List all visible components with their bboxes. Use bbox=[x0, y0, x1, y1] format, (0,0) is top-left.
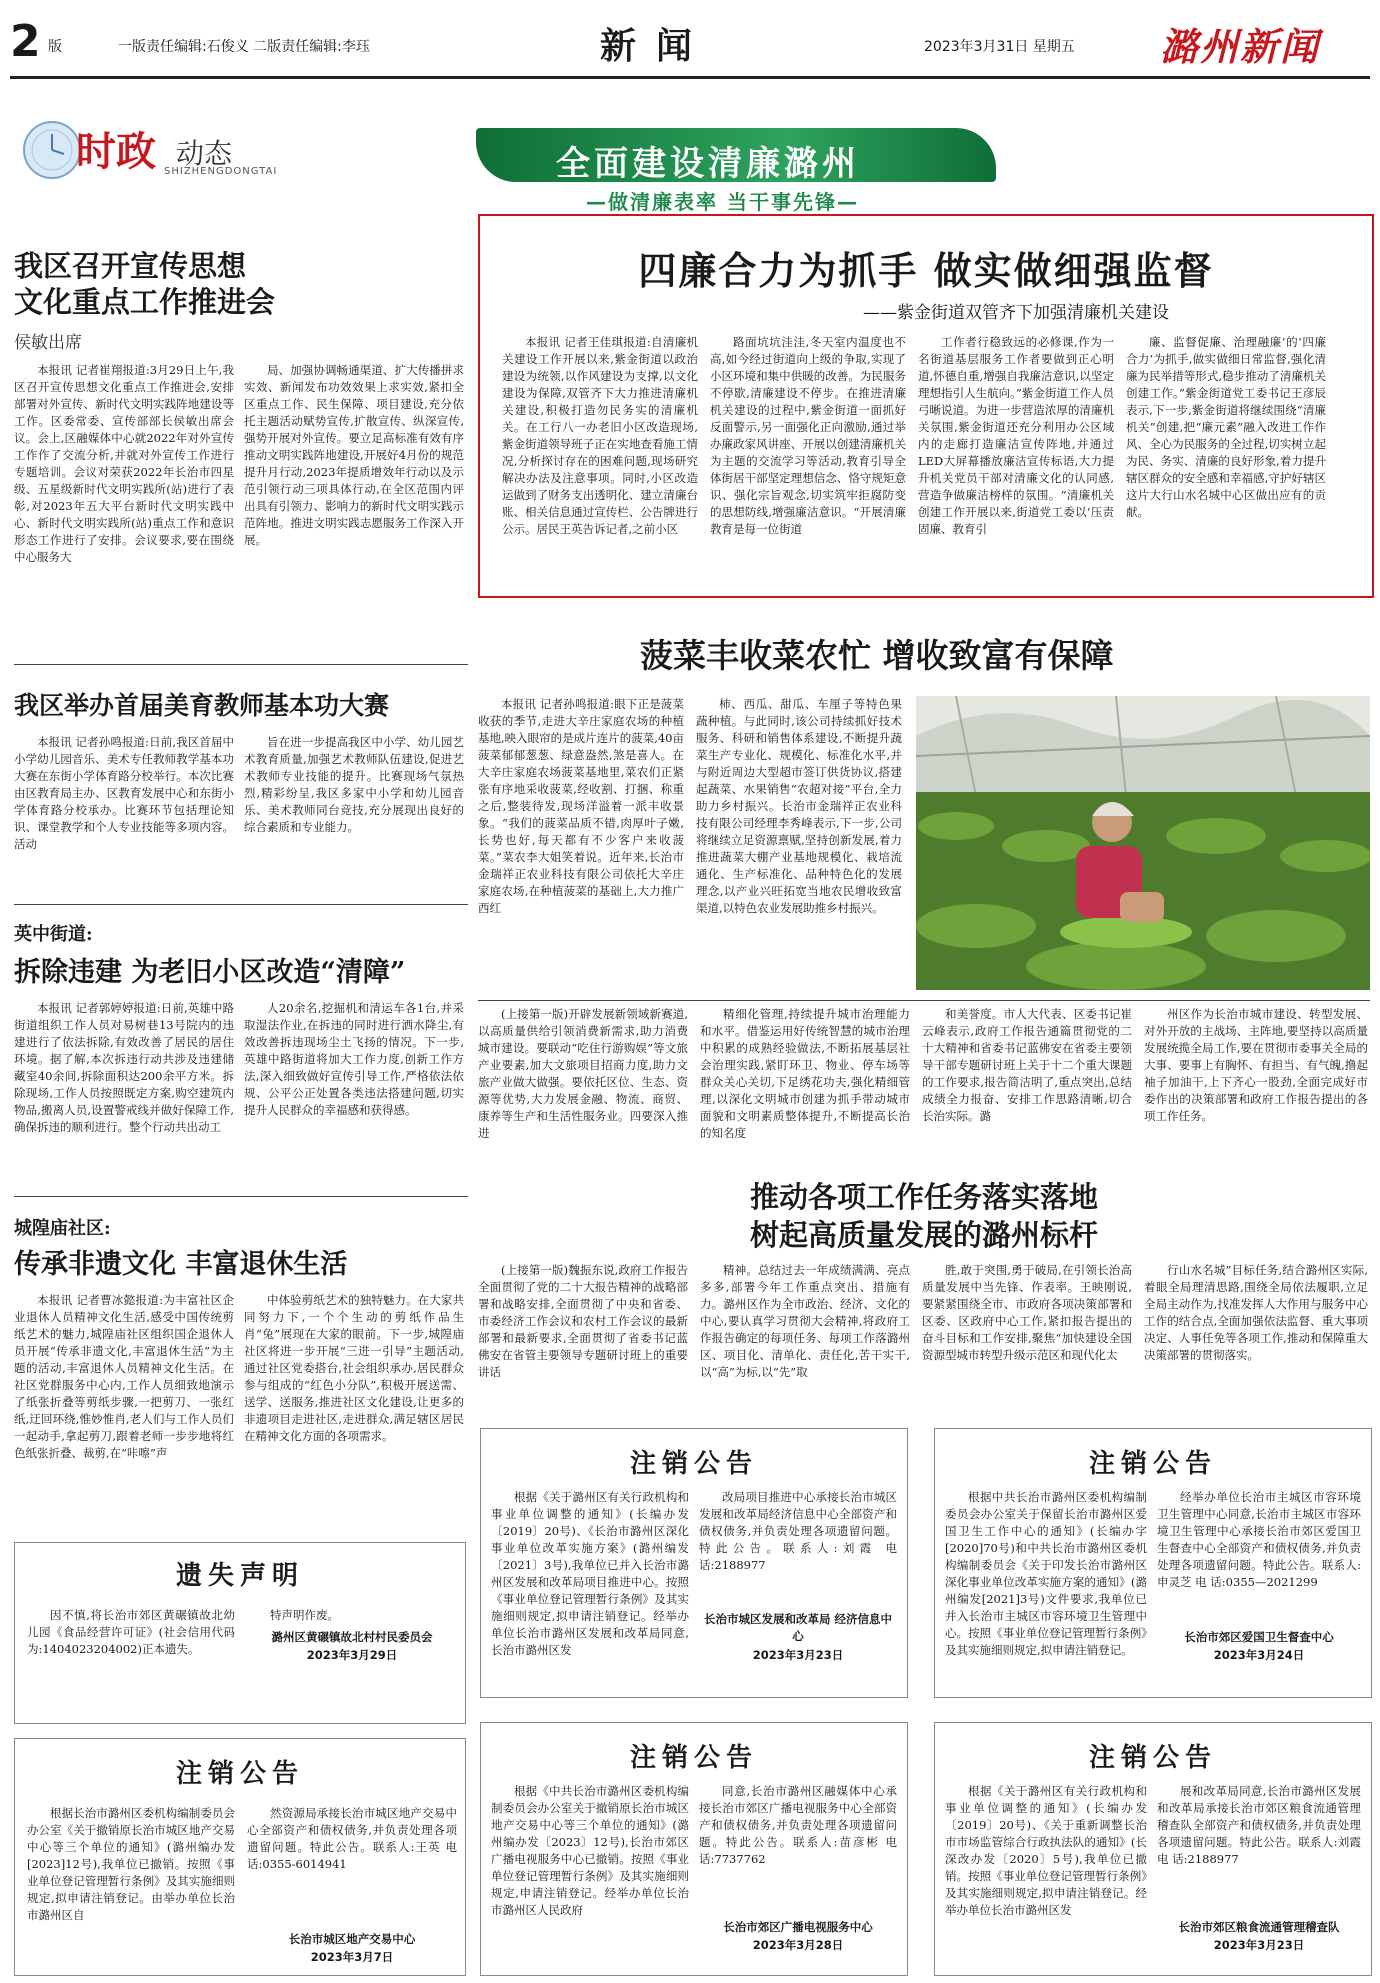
notice-signature: 长治市郊区粮食流通管理稽查队 bbox=[1178, 1920, 1340, 1934]
art5-box bbox=[478, 214, 1374, 598]
art5-col3: 工作者行稳致远的必修课,作为一名街道基层服务工作者要做到正心明道,怀德自重,增强自我廉洁意识,以坚定理想指引人生航向。”紫金街道工作人员弓晰说道。为进一步营造浓厚的清廉机关氛围,紫金街道还充分利用办公区域内的走廊打造廉洁宣传阵地,并通过LED大屏幕播放廉洁宣传标语,大力提升机关党员干部对清廉文化的认同感,营造争做廉洁榜样的氛围。“清廉机关创建工作开展以来,街道党工委以‘压责固廉、教育引 bbox=[918, 335, 1114, 536]
notice-title: 注销公告 bbox=[1088, 1449, 1217, 1479]
divider bbox=[14, 1196, 468, 1197]
editors: 一版责任编辑:石俊义 二版责任编辑:李珏 bbox=[118, 39, 370, 55]
lost-date: 2023年3月29日 bbox=[306, 1648, 398, 1662]
notice-signature: 长治市城区发展和改革局 经济信息中心 bbox=[703, 1612, 892, 1643]
art4-col2: 中体验剪纸艺术的独特魅力。在大家共同努力下,一个个生动的剪纸作品生肖“兔”展现在大家的眼前。下一步,城隍庙社区将进一步开展“三进一引导”主题活动,通过社区党委搭台,社会组织承办,居民群众参与组成的“红色小分队”,积极开展送需、送学、送服务,推进社区文化建设,让更多的非遗项目走进社区,走进群众,满足辖区居民在精神文化方面的各项需求。 bbox=[244, 1293, 464, 1443]
banner-title: 全面建设清廉潞州 bbox=[556, 144, 860, 184]
shizheng-badge bbox=[14, 118, 344, 180]
art7-col1: (上接第一版)开辟发展新领域新赛道,以高质量供给引领消费新需求,助力消费城市建设。要联动“吃住行游购娱”等文旅产业要素,加大文旅项目招商力度,助力文旅产业做大做强。要依托区位、生态、资源等优势,大力发展金融、物流、商贸、康养等生产和生活性服务业。四要深入推进 bbox=[478, 1007, 688, 1140]
art5-col2: 路面坑坑洼洼,冬天室内温度也不高,如今经过街道向上级的争取,实现了小区环境和集中供暖的改善。为民服务不停歇,清廉建设不停步。在推进清廉机关建设的过程中,紫金街道一面抓好反面警示,另一面强化正向激励,通过举办廉政家风讲座、开展以创建清廉机关为主题的交流学习等活动,教育引导全体街居干部坚定理想信念、恪守规矩意识、强化宗旨观念,切实筑牢拒腐防变的思想防线,增强廉洁意识。“开展清廉教育是每一位街道 bbox=[710, 335, 906, 536]
art8-col4: 行山水名城”目标任务,结合潞州区实际,着眼全局理清思路,围绕全局依法履职,立足全局主动作为,找准发挥人大作用与服务中心工作的结合点,全面加强依法监督、重大事项决定、人事任免等各项工作,推动和保障重大决策部署的贯彻落实。 bbox=[1144, 1263, 1368, 1362]
notice-right-top bbox=[934, 1428, 1372, 1698]
section-title: 新闻 bbox=[600, 25, 713, 67]
divider bbox=[14, 904, 468, 905]
notice-col2: 然资源局承接长治市城区地产交易中心全部资产和债权债务,并负责处理各项遗留问题。特此公告。联系人:王英 电 话:0355-6014941 bbox=[247, 1806, 457, 1871]
notice-col1: 根据中共长治市潞州区委机构编制委员会办公室关于保留长治市潞州区爱国卫生工作中心的通知》(长编办字[2020]70号)和中共长治市潞州区委机构编制委员会《关于印发长治市潞州区深化事业单位改革实施方案的通知》(潞州编发[2021]3号)文件要求,我单位已并入长治市主城区市容环境卫生管理中心。按照《事业单位登记管理暂行条例》及其实施细则规定,拟申请注销登记。 bbox=[945, 1490, 1147, 1657]
notice-col2: 展和改革局同意,长治市潞州区发展和改革局承接长治市郊区粮食流通管理稽查队全部资产和债权债务,并负责处理各项遗留问题。特此公告。联系人:刘霞 电 话:2188977 bbox=[1157, 1784, 1361, 1866]
notice-col1: 根据长治市潞州区委机构编制委员会办公室《关于撤销原长治市城区地产交易中心等三个单位的通知》(潞州编办发[2023]12号),我单位已撤销。按照《事业单位登记管理暂行条例》及其实施细则规定,拟申请注销登记。由举办单位长治市潞州区自 bbox=[27, 1806, 235, 1922]
art1-headline: 我区召开宣传思想 文化重点工作推进会 bbox=[14, 249, 276, 319]
farmer-photo-illustration bbox=[916, 696, 1370, 990]
art2-headline: 我区举办首届美育教师基本功大赛 bbox=[14, 691, 390, 720]
art1-col1: 本报讯 记者崔翔报道:3月29日上午,我区召开宣传思想文化重点工作推进会,安排部署对外宣传、新时代文明实践阵地建设等工作。区委常委、宣传部部长侯敏出席会议。会上,区融媒体中心就2022年对外宣传工作作了交流分析,并就对外宣传工作进行专题培训。会议对荣获2022年长治市四星级、五星级新时代文明实践所(站)进行了表彰,对2023年五大平台新时代文明实践中心、新时代文明实践所(站)重点工作和意识形态工作进行了安排。会议要求,要在围绕中心服务大 bbox=[14, 363, 234, 564]
art7-col2: 精细化管理,持续提升城市治理能力和水平。借鉴运用好传统智慧的城市治理中积累的成熟经验做法,不断拓展基层社会治理实践,紧盯环卫、物业、停车场等群众关心关切,下足绣花功夫,强化精细管理,以深化文明城市创建为抓手带动城市面貌和文明素质整体提升,不断提高长治的知名度 bbox=[700, 1007, 910, 1140]
art5-subhead: ——紫金街道双管齐下加强清廉机关建设 bbox=[863, 303, 1169, 323]
lost-col2: 特声明作废。 bbox=[270, 1608, 339, 1622]
notice-col2: 同意,长治市潞州区融媒体中心承接长治市郊区广播电视服务中心全部资产和债权债务,并负责处理各项遗留问题。特此公告。联系人:苗彦彬 电 话:7737762 bbox=[699, 1784, 897, 1866]
notice-title: 注销公告 bbox=[175, 1759, 304, 1789]
art3-kicker: 英中街道: bbox=[14, 924, 93, 945]
notice-bottom-left bbox=[14, 1738, 466, 1976]
art8-headline: 推动各项工作任务落实落地 树起高质量发展的潞州标杆 bbox=[749, 1180, 1098, 1252]
notice-date: 2023年3月7日 bbox=[310, 1950, 394, 1964]
notice-date: 2023年3月24日 bbox=[1213, 1648, 1305, 1662]
page-number: 2 bbox=[10, 16, 41, 67]
art5-col1: 本报讯 记者王佳琪报道:自清廉机关建设工作开展以来,紫金街道以政治建设为统领,以作风建设为支撑,以文化建设为保障,双管齐下大力推进清廉机关建设,积极打造勿民务实的清廉机关。在工行八一办老旧小区改造现场,紫金街道领导班子正在实地查看施工情况,分析探讨存在的困难问题,现场研究解决办法及注意事项。同时,小区改造运做到了财务支出透明化、建立清廉台账、相关信息通过宣传栏、公告牌进行公示。居民王英告诉记者,之前小区 bbox=[502, 335, 698, 536]
divider bbox=[14, 664, 468, 665]
lost-title: 遗失声明 bbox=[175, 1561, 304, 1591]
art6-headline: 菠菜丰收菜农忙 增收致富有保障 bbox=[640, 636, 1114, 675]
art7-col3: 和美誉度。市人大代表、区委书记崔云峰表示,政府工作报告通篇贯彻党的二十大精神和省委书记蓝佛安在省委主要领导干部专题研讨班上关于十二个重大课题的工作要求,报告简洁明了,重点突出,总结成绩全力报奋、安排工作思路清晰,切合长治实际。潞 bbox=[922, 1007, 1132, 1123]
art1-col2: 局、加强协调畅通渠道、扩大传播拼求实效、新闻发布功效效果上求实效,紧扣全区重点工作、民生保障、项目建设,充分依托主题活动赋势宣传,扩散宣传、纵深宣传,强势开展对外宣传。要立足高标准有效有序推动文明实践阵地建设,开展好4月份的规范提升月行动,2023年提质增效年行动以及示范引领行动三项具体行动,在全区范围内评出具有引领力、影响力的新时代文明实践示范阵地。推进文明实践志愿服务工作深入开展。 bbox=[244, 363, 464, 547]
notice-col2: 经举办单位长治市主城区市容环境卫生管理中心同意,长治市主城区市容环境卫生管理中心承接长治市郊区爱国卫生督查中心全部资产和债权债务,并负责处理各项遗留问题。特此公告。联系人:申灵芝 电 话:0355—2021299 bbox=[1157, 1490, 1361, 1589]
notice-date: 2023年3月28日 bbox=[752, 1938, 844, 1952]
art8-col2: 精神。总结过去一年成绩满满、亮点多多,部署今年工作重点突出、措施有力。潞州区作为全市政治、经济、文化的中心,要认真学习贯彻大会精神,将政府工作报告确定的每项任务、每项工作落潞州区、项目化、清单化、责任化,苦干实干,以“高”为标,以“先”取 bbox=[700, 1263, 910, 1379]
lost-col1: 因不慎,将长治市郊区黄碾镇故北幼儿园《食品经营许可证》(社会信用代码为:1404023204002)正本遗失。 bbox=[27, 1608, 235, 1656]
lost-signature: 潞州区黄碾镇故北村村民委员会 bbox=[271, 1630, 433, 1644]
lost-statement bbox=[14, 1542, 466, 1724]
art3-headline: 拆除违建 为老旧小区改造“清障” bbox=[14, 957, 406, 988]
notice-title: 注销公告 bbox=[629, 1449, 758, 1479]
notice-middle-top bbox=[480, 1428, 908, 1698]
banner-subtitle: —做清廉表率 当干事先锋— bbox=[586, 190, 859, 214]
art5-col4: 廉、监督促廉、治理融廉’的‘四廉合力’为抓手,做实做细日常监督,强化清廉为民举措等形式,稳步推动了清廉机关创建工作。”紫金街道党工委书记王彦辰表示,下一步,紫金街道将继续围绕“清廉机关”创建,把“廉元素”融入改进工作作风、全心为民服务的全过程,切实树立起为民、务实、清廉的良好形象,着力提升辖区群众的安全感和幸福感,守护好辖区这片大行山水名城中心区做出应有的贡献。 bbox=[1126, 335, 1326, 519]
notice-middle-bottom bbox=[480, 1722, 908, 1976]
theme-banner bbox=[476, 128, 996, 214]
notice-col1: 根据《中共长治市潞州区委机构编制委员会办公室关于撤销原长治市城区地产交易中心等三个单位的通知》(潞州编办发〔2023〕12号),长治市郊区广播电视服务中心已撤销。按照《事业单位登记管理暂行条例》及其实施细则规定,申请注销登记。经举办单位长治市潞州区人民政府 bbox=[491, 1784, 689, 1917]
notice-date: 2023年3月23日 bbox=[1213, 1938, 1305, 1952]
notice-col1: 根据《关于潞州区有关行政机构和事业单位调整的通知》(长编办发〔2019〕20号)、《长治市潞州区深化事业单位改革实施方案》(潞州编发〔2021〕3号),我单位已并入长治市潞州区发展和改革局项目推进中心。按照《事业单位登记管理暂行条例》及其实施细则规定,拟申请注销登记。经举办单位长治市潞州区发展和改革局同意,长治市潞州区发 bbox=[491, 1490, 689, 1657]
art7-col4: 州区作为长治市城市建设、转型发展、对外开放的主战场、主阵地,要坚持以高质量发展统揽全局工作,要在贯彻市委事关全局的大事、要事上有胸怀、有担当、有气魄,撸起袖子加油干,上下齐心一股劲,全面完成好市委作出的决策部署和政府工作报告提出的各项工作任务。 bbox=[1144, 1007, 1368, 1123]
header-rule bbox=[10, 76, 1370, 79]
spinach-harvest-photo bbox=[916, 696, 1370, 990]
art1-subhead: 侯敏出席 bbox=[14, 333, 82, 353]
notice-col1: 根据《关于潞州区有关行政机构和事业单位调整的通知》(长编办发〔2019〕20号)、《关于重新调整长治市市场监管综合行政执法队的通知》(长深改办发〔2020〕5号),我单位已撤销。按照《事业单位登记管理暂行条例》及其实施细则规定,拟申请注销登记。经举办单位长治市潞州区发 bbox=[945, 1784, 1147, 1917]
art3-col2: 人20余名,挖掘机和清运车各1台,并采取湿法作业,在拆违的同时进行洒水降尘,有效改善拆违现场尘土飞扬的情况。下一步,英雄中路街道将加大工作力度,创新工作方法,深入细致做好宣传引导工作,严格依法依规、公平公正处置各类违法搭建问题,切实提升人民群众的幸福感和获得感。 bbox=[244, 1001, 464, 1117]
notice-title: 注销公告 bbox=[629, 1743, 758, 1773]
shizheng-pinyin: SHIZHENGDONGTAI bbox=[164, 166, 278, 177]
art2-col1: 本报讯 记者孙鸣报道:日前,我区首届中小学幼儿园音乐、美术专任教师教学基本功大赛在东街小学体育路分校举行。本次比赛由区教育局主办、区教育发展中心和东街小学体育路分校承办。比赛环节包括理论知识、课堂教学和个人专业技能等多项内容。活动 bbox=[14, 735, 234, 851]
shizheng-title2: 动态 bbox=[176, 137, 233, 170]
art4-headline: 传承非遗文化 丰富退休生活 bbox=[14, 1249, 348, 1280]
notice-right-bottom bbox=[934, 1722, 1372, 1976]
art6-col1: 本报讯 记者孙鸣报道:眼下正是菠菜收获的季节,走进大辛庄家庭农场的种植基地,映入眼帘的是成片连片的菠菜,40亩菠菜郁郁葱葱、绿意盎然,煞是喜人。在大辛庄家庭农场菠菜基地里,菜农们正紧张有序地采收菠菜,经收割、打捆、称重之后,整装待发,现场洋溢着一派丰收景象。“我们的菠菜品质不错,肉厚叶子嫩,长势也好,每天都有不少客户来收菠菜。”菜农李大姐笑着说。近年来,长治市金瑞祥正农业科技有限公司依托大辛庄家庭农场,在种植菠菜的基础上,大力推广西红 bbox=[478, 697, 684, 915]
art4-col1: 本报讯 记者曹冰懿报道:为丰富社区企业退休人员精神文化生活,感受中国传统剪纸艺术的魅力,城隍庙社区组织国企退休人员开展“传承非遗文化,丰富退休生活”为主题的活动,丰富退休人员精神文化生活。在社区党群服务中心内,工作人员细致地演示了纸张折叠等剪纸步骤,一把剪刀、一张红纸,迂回环绕,惟妙惟肖,老人们与工作人员们一起动手,拿起剪刀,跟着老师一步步地将红色纸张折叠、裁剪,在“咔嚓”声 bbox=[14, 1293, 234, 1460]
notice-signature: 长治市郊区广播电视服务中心 bbox=[723, 1920, 873, 1934]
art4-kicker: 城隍庙社区: bbox=[14, 1218, 111, 1239]
art8-col3: 胜,敢于突围,勇于破局,在引领长治高质量发展中当先锋、作表率。王映刚说,要紧紧围绕全市、市政府各项决策部署和区委、区政府中心工作,紧扣报告提出的奋斗目标和工作安排,聚焦“加快建设全国资源型城市转型升级示范区和现代化太 bbox=[922, 1263, 1132, 1362]
newspaper-logo: 潞州新闻 bbox=[1160, 24, 1321, 69]
notice-date: 2023年3月23日 bbox=[752, 1648, 844, 1662]
shizheng-title: 时政 bbox=[76, 129, 156, 175]
art3-col1: 本报讯 记者郭婷婷报道:日前,英雄中路街道组织工作人员对易树巷13号院内的违建进行了依法拆除,有效改善了居民的居住环境。据了解,本次拆违行动共涉及违建储藏室40余间,拆除面积达200余平方米。拆除现场,工作人员按照既定方案,购空建筑内物品,搬离人员,设置警戒线并做好保障工作,确保拆违的顺利进行。整个行动共出动工 bbox=[14, 1001, 234, 1134]
notice-title: 注销公告 bbox=[1088, 1743, 1217, 1773]
notice-signature: 长治市郊区爱国卫生督查中心 bbox=[1184, 1630, 1334, 1644]
art5-headline: 四廉合力为抓手 做实做细强监督 bbox=[638, 248, 1214, 293]
page-suffix: 版 bbox=[48, 39, 62, 55]
art6-col2: 柿、西瓜、甜瓜、车厘子等特色果蔬种植。与此同时,该公司持续抓好技术服务、科研和销售体系建设,不断提升蔬菜生产专业化、规模化、标准化水平,并与附近周边大型超市签订供货协议,搭建起蔬菜、水果销售“农超对接”平台,全力助力乡村振兴。长治市金瑞祥正农业科技有限公司经理李秀峰表示,下一步,公司将继续立足资源禀赋,坚持创新发展,着力推进蔬菜大棚产业基地规模化、栽培流通化、生产标准化、品种特色化的发展理念,以产业兴旺拓宽当地农民增收致富渠道,以特色农业发展助推乡村振兴。 bbox=[696, 697, 902, 915]
divider bbox=[478, 1000, 1370, 1001]
notice-col2: 改局项目推进中心承接长治市城区发展和改革局经济信息中心全部资产和债权债务,并负责处理各项遗留问题。特此公告。联系人:刘霞 电 话:2188977 bbox=[699, 1490, 897, 1572]
notice-signature: 长治市城区地产交易中心 bbox=[288, 1932, 416, 1946]
issue-date: 2023年3月31日 星期五 bbox=[924, 39, 1075, 55]
art8-col1: (上接第一版)魏振东说,政府工作报告全面贯彻了党的二十大报告精神的战略部署和战略安排,全面贯彻了中央和省委、市委经济工作会议和农村工作会议的最新部署和最新要求,全面贯彻了省委书记蓝佛安在省管主要领导专题研讨班上的重要讲话 bbox=[478, 1263, 688, 1379]
art2-col2: 旨在进一步提高我区中小学、幼儿园艺术教育质量,加强艺术教师队伍建设,促进艺术教师专业技能的提升。比赛现场气氛热烈,精彩纷呈,我区多家中小学和幼儿园音乐、美术教师同台竞技,充分展现出良好的综合素质和专业能力。 bbox=[244, 735, 464, 834]
